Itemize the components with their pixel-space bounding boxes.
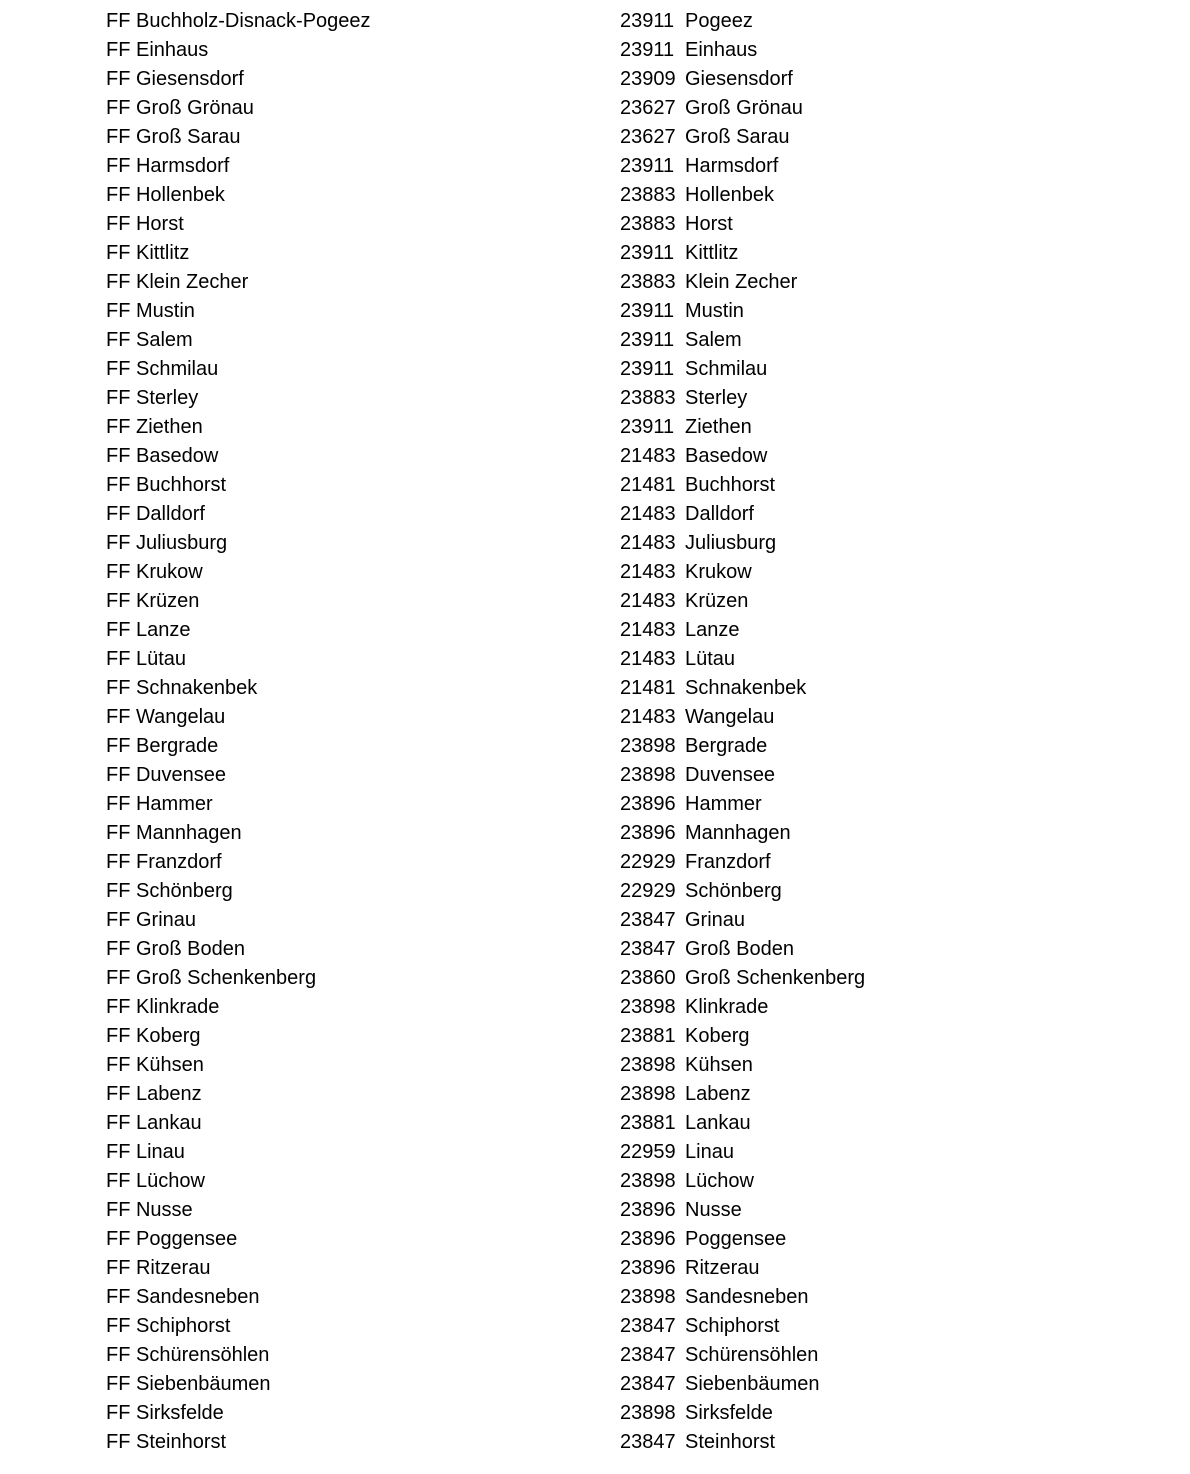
list-item <box>0 1254 1190 1283</box>
fire-department-name: FF Groß Schenkenberg <box>106 967 317 989</box>
postal-code: 22929 <box>620 880 676 902</box>
town-name: Krukow <box>685 561 752 583</box>
list-item <box>0 877 1190 906</box>
postal-code: 21483 <box>620 706 676 728</box>
fire-department-name: FF Kühsen <box>106 1054 204 1076</box>
list-item <box>0 1109 1190 1138</box>
list-item <box>0 152 1190 181</box>
list-item <box>0 732 1190 761</box>
fire-department-list <box>0 7 1190 1457</box>
postal-code: 23883 <box>620 184 676 206</box>
postal-code: 23881 <box>620 1025 676 1047</box>
fire-department-name: FF Franzdorf <box>106 851 222 873</box>
list-item <box>0 529 1190 558</box>
fire-department-name: FF Siebenbäumen <box>106 1373 271 1395</box>
town-name: Siebenbäumen <box>685 1373 820 1395</box>
town-name: Einhaus <box>685 39 758 61</box>
list-item <box>0 674 1190 703</box>
town-name: Labenz <box>685 1083 751 1105</box>
list-item <box>0 123 1190 152</box>
town-name: Koberg <box>685 1025 750 1047</box>
fire-department-name: FF Ritzerau <box>106 1257 211 1279</box>
town-name: Groß Boden <box>685 938 794 960</box>
postal-code: 23896 <box>620 793 676 815</box>
postal-code: 23898 <box>620 735 676 757</box>
postal-code: 23898 <box>620 1054 676 1076</box>
postal-code: 23896 <box>620 1199 676 1221</box>
fire-department-name: FF Klein Zecher <box>106 271 249 293</box>
fire-department-name: FF Harmsdorf <box>106 155 230 177</box>
list-item <box>0 1428 1190 1457</box>
postal-code: 23909 <box>620 68 676 90</box>
town-name: Groß Sarau <box>685 126 790 148</box>
postal-code: 23896 <box>620 1257 676 1279</box>
list-item <box>0 645 1190 674</box>
list-item <box>0 1312 1190 1341</box>
postal-code: 23898 <box>620 996 676 1018</box>
fire-department-name: FF Sirksfelde <box>106 1402 224 1424</box>
town-name: Kittlitz <box>685 242 739 264</box>
list-item <box>0 384 1190 413</box>
fire-department-name: FF Lüchow <box>106 1170 205 1192</box>
postal-code: 23898 <box>620 1170 676 1192</box>
list-item <box>0 471 1190 500</box>
postal-code: 23627 <box>620 97 676 119</box>
fire-department-name: FF Linau <box>106 1141 185 1163</box>
postal-code: 23896 <box>620 822 676 844</box>
town-name: Schmilau <box>685 358 768 380</box>
fire-department-name: FF Groß Grönau <box>106 97 254 119</box>
town-name: Ziethen <box>685 416 752 438</box>
town-name: Basedow <box>685 445 768 467</box>
town-name: Juliusburg <box>685 532 777 554</box>
postal-code: 23847 <box>620 1373 676 1395</box>
town-name: Lüchow <box>685 1170 754 1192</box>
town-name: Poggensee <box>685 1228 787 1250</box>
fire-department-name: FF Horst <box>106 213 184 235</box>
town-name: Schiphorst <box>685 1315 780 1337</box>
list-item <box>0 906 1190 935</box>
list-item <box>0 1341 1190 1370</box>
postal-code: 21483 <box>620 648 676 670</box>
list-item <box>0 993 1190 1022</box>
fire-department-name: FF Sterley <box>106 387 199 409</box>
town-name: Groß Grönau <box>685 97 803 119</box>
town-name: Kühsen <box>685 1054 753 1076</box>
postal-code: 23847 <box>620 1344 676 1366</box>
list-item <box>0 94 1190 123</box>
postal-code: 21483 <box>620 590 676 612</box>
town-name: Schnakenbek <box>685 677 807 699</box>
town-name: Dalldorf <box>685 503 754 525</box>
list-item <box>0 36 1190 65</box>
postal-code: 23881 <box>620 1112 676 1134</box>
town-name: Klinkrade <box>685 996 769 1018</box>
list-item <box>0 326 1190 355</box>
fire-department-name: FF Wangelau <box>106 706 226 728</box>
postal-code: 23911 <box>620 242 675 264</box>
list-item <box>0 848 1190 877</box>
list-item <box>0 500 1190 529</box>
postal-code: 23898 <box>620 1286 676 1308</box>
list-item <box>0 7 1190 36</box>
fire-department-name: FF Groß Boden <box>106 938 245 960</box>
fire-department-name: FF Steinhorst <box>106 1431 227 1453</box>
postal-code: 23860 <box>620 967 676 989</box>
fire-department-name: FF Lankau <box>106 1112 202 1134</box>
town-name: Duvensee <box>685 764 776 786</box>
list-item <box>0 65 1190 94</box>
postal-code: 21483 <box>620 619 676 641</box>
postal-code: 21483 <box>620 445 676 467</box>
fire-department-name: FF Klinkrade <box>106 996 220 1018</box>
list-item <box>0 1167 1190 1196</box>
town-name: Wangelau <box>685 706 775 728</box>
fire-department-name: FF Hollenbek <box>106 184 225 206</box>
fire-department-name: FF Nusse <box>106 1199 193 1221</box>
fire-department-name: FF Grinau <box>106 909 197 931</box>
town-name: Franzdorf <box>685 851 771 873</box>
fire-department-name: FF Buchholz-Disnack-Pogeez <box>106 10 371 32</box>
list-item <box>0 819 1190 848</box>
list-item <box>0 1138 1190 1167</box>
town-name: Sirksfelde <box>685 1402 773 1424</box>
town-name: Grinau <box>685 909 746 931</box>
fire-department-name: FF Schmilau <box>106 358 219 380</box>
town-name: Groß Schenkenberg <box>685 967 866 989</box>
list-item <box>0 210 1190 239</box>
list-item <box>0 1399 1190 1428</box>
list-item <box>0 587 1190 616</box>
town-name: Harmsdorf <box>685 155 779 177</box>
fire-department-name: FF Mustin <box>106 300 195 322</box>
list-item <box>0 268 1190 297</box>
fire-department-name: FF Lütau <box>106 648 187 670</box>
town-name: Klein Zecher <box>685 271 798 293</box>
fire-department-name: FF Groß Sarau <box>106 126 241 148</box>
town-name: Krüzen <box>685 590 749 612</box>
list-item <box>0 181 1190 210</box>
list-item <box>0 703 1190 732</box>
town-name: Buchhorst <box>685 474 776 496</box>
list-item <box>0 442 1190 471</box>
list-item <box>0 761 1190 790</box>
town-name: Linau <box>685 1141 734 1163</box>
list-item <box>0 616 1190 645</box>
fire-department-name: FF Giesensdorf <box>106 68 244 90</box>
fire-department-name: FF Krukow <box>106 561 203 583</box>
town-name: Salem <box>685 329 742 351</box>
town-name: Hollenbek <box>685 184 774 206</box>
fire-department-name: FF Labenz <box>106 1083 202 1105</box>
fire-department-name: FF Sandesneben <box>106 1286 260 1308</box>
fire-department-name: FF Krüzen <box>106 590 200 612</box>
postal-code: 21483 <box>620 561 676 583</box>
postal-code: 21483 <box>620 503 676 525</box>
town-name: Mustin <box>685 300 744 322</box>
postal-code: 23911 <box>620 300 675 322</box>
list-item <box>0 1283 1190 1312</box>
postal-code: 23847 <box>620 1315 676 1337</box>
town-name: Lankau <box>685 1112 751 1134</box>
fire-department-name: FF Bergrade <box>106 735 219 757</box>
postal-code: 23627 <box>620 126 676 148</box>
postal-code: 21483 <box>620 532 676 554</box>
fire-department-name: FF Ziethen <box>106 416 203 438</box>
list-item <box>0 297 1190 326</box>
postal-code: 23898 <box>620 1402 676 1424</box>
list-item <box>0 239 1190 268</box>
postal-code: 23911 <box>620 39 675 61</box>
fire-department-name: FF Koberg <box>106 1025 201 1047</box>
postal-code: 21481 <box>620 677 676 699</box>
town-name: Pogeez <box>685 10 753 32</box>
postal-code: 23898 <box>620 1083 676 1105</box>
town-name: Steinhorst <box>685 1431 776 1453</box>
fire-department-name: FF Schiphorst <box>106 1315 231 1337</box>
fire-department-name: FF Poggensee <box>106 1228 238 1250</box>
fire-department-name: FF Hammer <box>106 793 213 815</box>
town-name: Giesensdorf <box>685 68 793 90</box>
fire-department-name: FF Dalldorf <box>106 503 205 525</box>
postal-code: 22959 <box>620 1141 676 1163</box>
list-item <box>0 413 1190 442</box>
fire-department-name: FF Buchhorst <box>106 474 227 496</box>
fire-department-name: FF Salem <box>106 329 193 351</box>
list-item <box>0 1370 1190 1399</box>
list-item <box>0 1225 1190 1254</box>
list-item <box>0 558 1190 587</box>
town-name: Sterley <box>685 387 748 409</box>
town-name: Schönberg <box>685 880 782 902</box>
list-item <box>0 964 1190 993</box>
fire-department-name: FF Lanze <box>106 619 191 641</box>
list-item <box>0 355 1190 384</box>
postal-code: 23847 <box>620 938 676 960</box>
list-item <box>0 1196 1190 1225</box>
fire-department-name: FF Schürensöhlen <box>106 1344 270 1366</box>
postal-code: 23911 <box>620 329 675 351</box>
town-name: Sandesneben <box>685 1286 809 1308</box>
list-item <box>0 935 1190 964</box>
fire-department-name: FF Einhaus <box>106 39 209 61</box>
town-name: Nusse <box>685 1199 742 1221</box>
town-name: Hammer <box>685 793 762 815</box>
list-item <box>0 1080 1190 1109</box>
list-item <box>0 1022 1190 1051</box>
town-name: Bergrade <box>685 735 768 757</box>
postal-code: 23883 <box>620 387 676 409</box>
postal-code: 23883 <box>620 271 676 293</box>
fire-department-name: FF Schnakenbek <box>106 677 258 699</box>
town-name: Horst <box>685 213 733 235</box>
town-name: Lanze <box>685 619 740 641</box>
postal-code: 23911 <box>620 358 675 380</box>
fire-department-name: FF Juliusburg <box>106 532 228 554</box>
list-item <box>0 790 1190 819</box>
postal-code: 23847 <box>620 909 676 931</box>
list-item <box>0 1051 1190 1080</box>
town-name: Mannhagen <box>685 822 791 844</box>
postal-code: 23911 <box>620 416 675 438</box>
postal-code: 23896 <box>620 1228 676 1250</box>
fire-department-name: FF Kittlitz <box>106 242 190 264</box>
postal-code: 21481 <box>620 474 676 496</box>
postal-code: 23847 <box>620 1431 676 1453</box>
postal-code: 22929 <box>620 851 676 873</box>
fire-department-name: FF Mannhagen <box>106 822 242 844</box>
postal-code: 23911 <box>620 10 675 32</box>
town-name: Ritzerau <box>685 1257 760 1279</box>
town-name: Lütau <box>685 648 736 670</box>
town-name: Schürensöhlen <box>685 1344 819 1366</box>
postal-code: 23898 <box>620 764 676 786</box>
postal-code: 23883 <box>620 213 676 235</box>
fire-department-name: FF Duvensee <box>106 764 227 786</box>
postal-code: 23911 <box>620 155 675 177</box>
fire-department-name: FF Basedow <box>106 445 219 467</box>
fire-department-name: FF Schönberg <box>106 880 233 902</box>
